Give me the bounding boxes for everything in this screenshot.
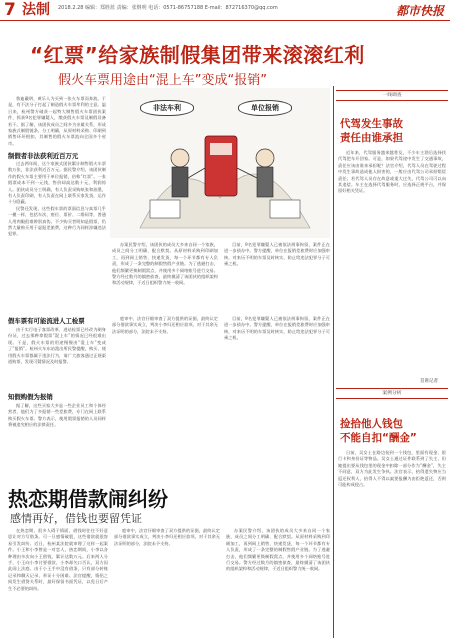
section-1-body	[8, 161, 106, 311]
right-headline-2a: 捡拾他人钱包	[340, 418, 403, 430]
story-text-right: 目前，9名犯罪嫌疑人已被依法刑事拘留，案件正在进一步侦办中。警方提醒，单位在报销差旅费时应加强审核，对来历不明的车票及时核实，防止给违法犯罪分子可乘之机。	[224, 316, 330, 341]
section-heading-2: 假车票有可能流进人工检票	[8, 317, 85, 325]
story-column-middle	[112, 316, 218, 480]
story-text-2: 庭审中，法官仔细审查了双方提供的证据，最终认定部分借款事实成立，判决小李归还相应款项。对于其余无法证明的部分，法院未予支持。	[114, 528, 220, 546]
section-heading-3: 知假购假为报销	[8, 393, 53, 401]
page-number: 7	[4, 0, 16, 20]
right-tag-1: 一线调查	[336, 90, 448, 101]
right-article-1	[338, 150, 446, 372]
middle-column-2	[224, 242, 330, 312]
right-headline-1a: 代驾发生事故	[340, 118, 403, 130]
cartoon-illustration	[110, 88, 330, 238]
sub-headline: 假火车票用途由“混上车”变成“报销”	[58, 73, 267, 88]
right-headline-2b: 不能自扣“酬金”	[340, 432, 417, 444]
section-3-text: 据了解，这些买家大多是一些企业员工和个体经营者，他们为了多报销一些差旅费，专门在网上联系购买假火车票。警方表示，使用假票报销的人员同样将被追究相应的法律责任。	[8, 403, 106, 428]
page-header	[0, 0, 450, 21]
section-heading-1: 制假者非法获利近百万元	[8, 152, 79, 160]
lead-text: 鲁迪戴明、黄乐人为买到一张火车票而奔波。于是，有不法分子打起了制造假火车票牟利的主意。温日来，杭州警方破获一起特大制售假火车票团伙案件，抓获9名犯罪嫌疑人，缴获假火车票及制假设备若干。据了解，该团伙成员之间多为亲属关系，形成家族式制假链条，分工明确，从原材料采购、印刷到销售环环相扣，其制售的假火车票流向全国多个省市。	[8, 96, 106, 146]
story-text-middle: 庭审中，法官仔细审查了双方提供的证据，最终认定部分借款事实成立，判决小李归还相应款项。对于其余无法证明的部分，法院未予支持。	[112, 316, 218, 334]
newspaper-name: 都市快报	[395, 4, 444, 18]
section-2-text: 由于实行电子客票改革，进站检票已经改为刷身份证，过去那种拿假票“混上车”的情况已经很难出现。于是，假火车票的用途慢慢由“混上车”变成了“报销”。杭州火车东站派出所民警提醒，购买、使用假火车票都属于违法行为，请广大旅客通过正规渠道购票，发现可疑情况及时报警。	[8, 327, 106, 365]
section-2-body	[8, 327, 106, 387]
story-text-3: 办案民警介绍，该团伙的成员大多来自同一个家族，成员之间分工明确、配合默契。从原材料采购到印刷加工，再到网上销售、快递发货，每一个环节都有专人负责，形成了一条完整的制假售假产业链。为了逃避打击，他们频繁更换制假窝点，并使用多个网络账号进行交易。警方经过数月的缜密侦查，最终摸清了该团伙的组织架构和活动规律，于近日组织警力统一收网。	[226, 528, 330, 572]
story-headline: 热恋期借款闹纠纷	[8, 487, 168, 511]
header-meta: 2018.2.28 编辑：郑胜蓝 责编：张继明 电话：0571-86757188 E-mail：872716370@qq.com	[58, 5, 278, 11]
column-divider	[333, 86, 334, 638]
speech-bubble-right: 单位报销	[238, 100, 292, 116]
story-subheadline: 感情再好，借钱也要留凭证	[10, 512, 142, 525]
middle-text-2: 目前，9名犯罪嫌疑人已被依法刑事拘留，案件正在进一步侦办中。警方提醒，单位在报销差旅费时应加强审核，对来历不明的车票及时核实，防止给违法犯罪分子可乘之机。	[224, 242, 330, 267]
story-column-2	[114, 528, 220, 636]
story-column-3	[226, 528, 330, 636]
section-3-body	[8, 403, 106, 479]
right-headline-1b: 责任由谁承担	[340, 132, 403, 144]
middle-text: 办案民警介绍，该团伙的成员大多来自同一个家族，成员之间分工明确、配合默契。从原材料采购到印刷加工，再到网上销售、快递发货，每一个环节都有专人负责，形成了一条完整的制假售假产业链。为了逃避打击，他们频繁更换制假窝点，并使用多个网络账号进行交易。警方经过数月的缜密侦查，最终摸清了该团伙的组织架构和活动规律，于近日组织警力统一收网。	[112, 242, 218, 286]
right-article-1-text: 近年来，代驾服务越来越普及，不少车主酒后选择找代驾把车开回家。可是，如果代驾途中发生了交通事故，责任应该由谁来承担呢？法官介绍，代驾人员在驾驶过程中发生事故造成他人损害的，一般应由代驾公司承担赔偿责任；若代驾人员存在故意或重大过失，代驾公司可以向其追偿。车主在选择代驾服务时，应选择正规平台，并保留好相关凭证。	[338, 150, 446, 194]
speech-bubble-left: 非法车利	[140, 100, 194, 116]
story-column-1	[8, 528, 108, 636]
right-article-2	[338, 450, 446, 636]
story-text-1: 在热恋期，很多人碍于情面，借钱时往往不好意思让对方写借条。可一旦感情破裂，这些借款就很容易引发纠纷。近日，杭州某法院就审理了这样一起案件。小王和小李曾是一对恋人，热恋期间，小李以各种理由多次向小王借钱，累计达数万元。后来两人分手，小王向小李讨要借款，小李却矢口否认，双方因此闹上法庭。由于小王手中没有借条，只有部分转账记录和聊天记录，举证十分困难。法官提醒，情侣之间发生借贷关系时，最好保留书面凭证，以免日后产生不必要的纠纷。	[8, 528, 108, 591]
right-tag-2: 案例分析	[336, 388, 448, 399]
main-headline: “红票”给家族制假集团带来滚滚红利	[30, 43, 365, 67]
lead-paragraph	[8, 96, 106, 148]
section-1-text: 过去两年间，这个家族式团伙累计制售假火车票数万张，非法获利近百万元。据民警介绍，该团伙制作的假火车票主要用于单位报销，俗称“红票”。一张假票成本不到一元钱，售价却高达数十元，利润惊人。团伙成员分工明确，有人负责采购纸张和油墨，有人负责印刷，有人负责在网上联系买家发货，运作十分隐蔽。	[8, 161, 106, 205]
middle-column-1	[112, 242, 218, 312]
story-column-right	[224, 316, 330, 480]
right-article-2-text: 日前，吴女士在路边捡到一个钱包，里面有现金、银行卡和身份证等物品。吴女士通过证件联系到了失主，但她提出要从钱包里的现金中扣除一部分作为“酬金”，失主不同意，双方为此发生争执。法官表示，拾得遗失物应当返还权利人，拾得人不得以索要报酬为由拒绝返还，否则可能构成侵占。	[338, 450, 446, 488]
section-name: 法制	[22, 2, 50, 18]
byline: 首席记者	[420, 379, 438, 384]
section-1-text-2: 民警还发现，这些假车票的票面信息与真票几乎一模一样，包括车次、座位、票价、二维码等，普通人用肉眼很难辨别真伪。不少购买者明知是假票，仍然大量购买用于虚报差旅费，这种行为同样涉嫌违法犯罪。	[8, 205, 106, 237]
